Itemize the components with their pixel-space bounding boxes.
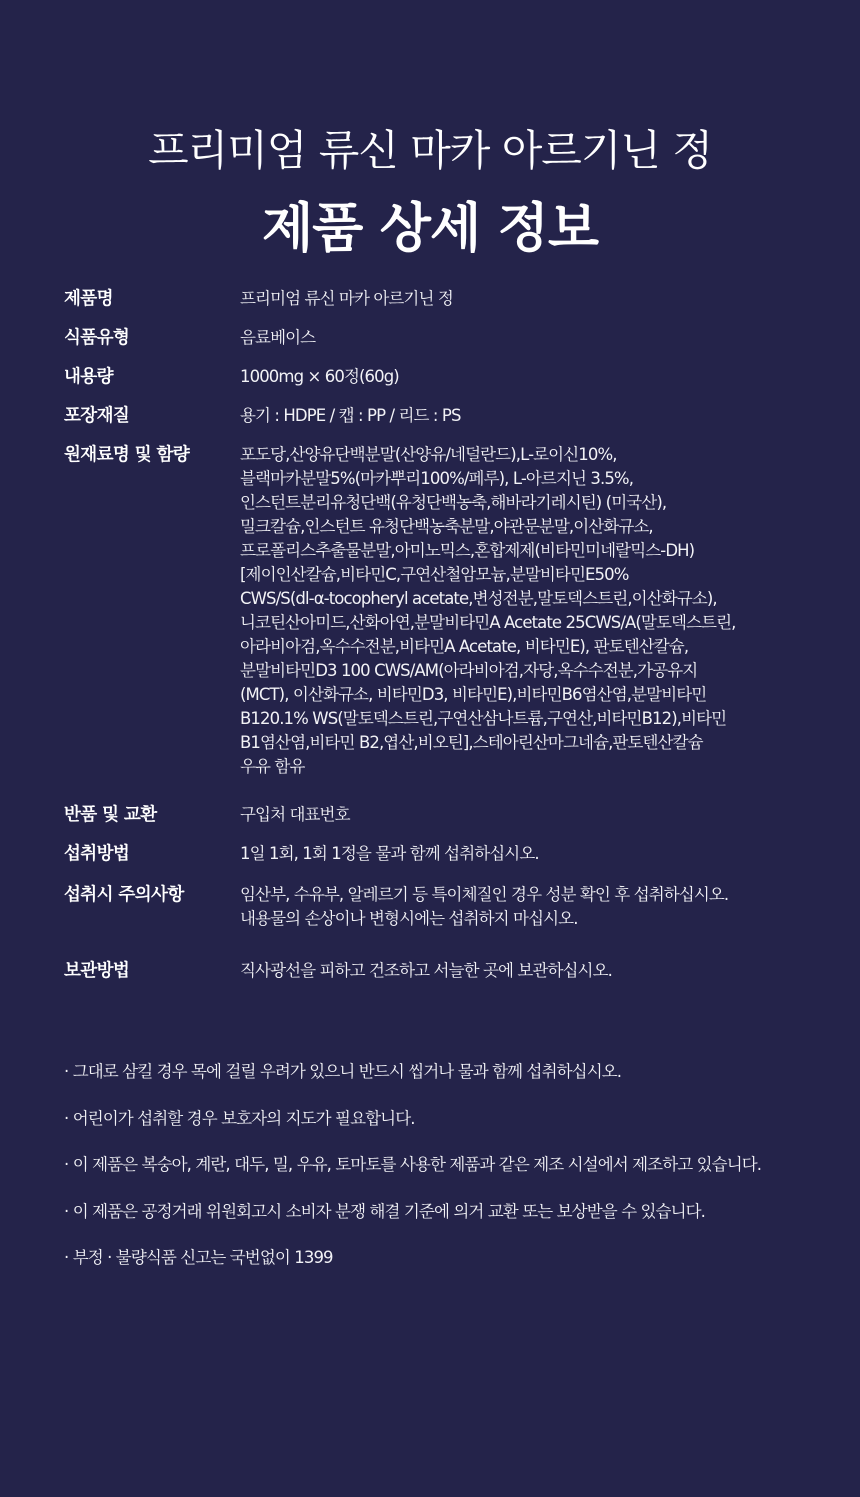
spec-value-line: 분말비타민D3 100 CWS/AM(아라비아검,자당,옥수수전분,가공유지 xyxy=(240,661,698,680)
spec-value-line: 1000mg × 60정(60g) xyxy=(240,367,399,386)
spec-value-line: 블랙마카분말5%(마카뿌리100%/페루), L-아르지닌 3.5%, xyxy=(240,469,634,488)
notice-item: · 부정 · 불량식품 신고는 국번없이 1399 xyxy=(64,1248,333,1267)
spec-value xyxy=(240,404,804,428)
spec-row xyxy=(64,842,804,866)
spec-value-line: 인스턴트분리유청단백(유청단백농축,해바라기레시틴) (미국산), xyxy=(240,493,667,512)
spec-row xyxy=(64,883,804,931)
spec-label: 내용량 xyxy=(64,367,113,387)
notice-item: · 어린이가 섭취할 경우 보호자의 지도가 필요합니다. xyxy=(64,1108,415,1128)
spec-value xyxy=(240,443,804,779)
spec-value-line: 구입처 대표번호 xyxy=(240,805,350,824)
spec-label: 반품 및 교환 xyxy=(64,805,157,825)
notice-list xyxy=(64,1060,824,1293)
spec-value xyxy=(240,959,804,983)
spec-value-line: 용기 : HDPE / 캡 : PP / 리드 : PS xyxy=(240,406,461,425)
spec-label: 보관방법 xyxy=(64,961,130,981)
spec-label: 포장재질 xyxy=(64,406,130,426)
spec-row xyxy=(64,443,804,779)
spec-value xyxy=(240,365,804,389)
spec-value-line: 임산부, 수유부, 알레르기 등 특이체질인 경우 성분 확인 후 섭취하십시오. xyxy=(240,885,729,904)
spec-label: 원재료명 및 함량 xyxy=(64,445,190,465)
spec-value xyxy=(240,842,804,866)
spec-table xyxy=(64,287,804,998)
notice-item: · 이 제품은 공정거래 위원회고시 소비자 분쟁 해결 기준에 의거 교환 또는 보상받을 수 있습니다. xyxy=(64,1201,706,1221)
spec-value-line: 우유 함유 xyxy=(240,757,305,776)
spec-value-line: 1일 1회, 1회 1정을 물과 함께 섭취하십시오. xyxy=(240,844,539,863)
spec-value-line: B120.1% WS(말토덱스트린,구연산삼나트륨,구연산,비타민B12),비타민 xyxy=(240,709,727,728)
spec-value-line: 음료베이스 xyxy=(240,328,316,347)
spec-value-line: 프리미엄 류신 마카 아르기닌 정 xyxy=(240,289,453,308)
spec-value-line: 내용물의 손상이나 변형시에는 섭취하지 마십시오. xyxy=(240,909,578,928)
spec-row xyxy=(64,803,804,827)
spec-value-line: (MCT), 이산화규소, 비타민D3, 비타민E),비타민B6염산염,분말비타민 xyxy=(240,685,707,704)
spec-value-line: 니코틴산아미드,산화아연,분말비타민A Acetate 25CWS/A(말토덱스트린, xyxy=(240,613,736,632)
spec-value-line: 밀크칼슘,인스턴트 유청단백농축분말,야관문분말,이산화규소, xyxy=(240,517,653,536)
spec-label: 섭취시 주의사항 xyxy=(64,885,184,905)
spec-row xyxy=(64,404,804,428)
spec-value-line: 포도당,산양유단백분말(산양유/네덜란드),L-로이신10%, xyxy=(240,445,617,464)
spec-value-line: [제이인산칼슘,비타민C,구연산철암모늄,분말비타민E50% xyxy=(240,565,629,584)
spec-value-line: 아라비아검,옥수수전분,비타민A Acetate, 비타민E), 판토텐산칼슘, xyxy=(240,637,689,656)
spec-value-line: CWS/S(dl-α-tocopheryl acetate,변성전분,말토덱스트린,이산화규소), xyxy=(240,589,717,608)
spec-label: 섭취방법 xyxy=(64,844,130,864)
spec-value xyxy=(240,803,804,827)
spec-value-line: 직사광선을 피하고 건조하고 서늘한 곳에 보관하십시오. xyxy=(240,961,612,980)
page-subtitle: 제품 상세 정보 xyxy=(261,197,599,259)
spec-label: 제품명 xyxy=(64,289,113,309)
page-title: 프리미엄 류신 마카 아르기닌 정 xyxy=(148,126,712,176)
spec-value xyxy=(240,287,804,311)
spec-value-line: 프로폴리스추출물분말,아미노믹스,혼합제제(비타민미네랄믹스-DH) xyxy=(240,541,695,560)
spec-row xyxy=(64,287,804,311)
spec-value xyxy=(240,326,804,350)
spec-row xyxy=(64,365,804,389)
spec-label: 식품유형 xyxy=(64,328,130,348)
spec-row xyxy=(64,326,804,350)
spec-value xyxy=(240,883,804,931)
spec-row xyxy=(64,959,804,983)
notice-item: · 이 제품은 복숭아, 계란, 대두, 밀, 우유, 토마토를 사용한 제품과 같은 제조 시설에서 제조하고 있습니다. xyxy=(64,1155,762,1174)
spec-value-line: B1염산염,비타민 B2,엽산,비오틴],스테아린산마그네슘,판토텐산칼슘 xyxy=(240,733,703,752)
notice-item: · 그대로 삼킬 경우 목에 걸릴 우려가 있으니 반드시 씹거나 물과 함께 섭취하십시오. xyxy=(64,1062,622,1081)
